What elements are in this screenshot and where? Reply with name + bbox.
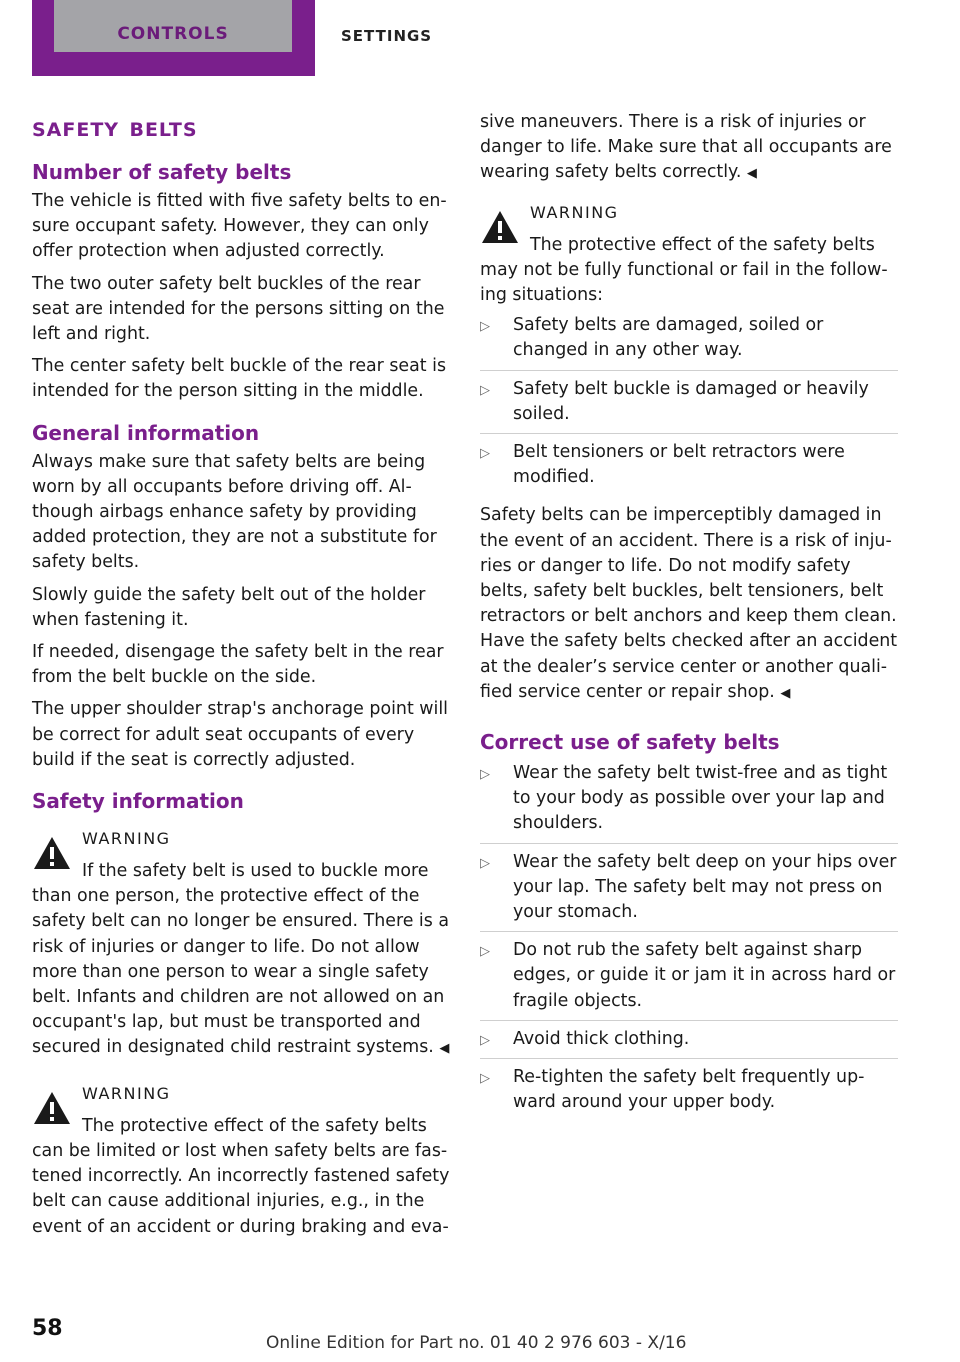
paragraph: Slowly guide the safety belt out of the holder when fastening it.: [32, 584, 426, 630]
list-item: [480, 312, 898, 369]
bullet-icon: ▷: [480, 446, 490, 462]
page-number: 58: [32, 1316, 63, 1341]
warning-triangle-icon: [32, 835, 72, 871]
tab-settings[interactable]: SETTINGS: [341, 27, 433, 45]
warning-text: [32, 859, 450, 1062]
warning-block: [480, 201, 898, 309]
list-item-text: Safety belts are damaged, soiled or changed in any other way.: [513, 315, 824, 361]
list-item: [480, 760, 898, 843]
bullet-icon: ▷: [480, 855, 490, 871]
list-item-text: Wear the safety belt deep on your hips over your lap. The safety belt may not press on your stomach.: [513, 851, 897, 923]
section-heading-safety: Safety information: [32, 789, 244, 814]
paragraph-text: Safety belts can be imperceptibly damaged in the event of an accident. There is a risk of inju‐ries or danger to life. Do not modify safety belts, safety belt buckles, belt tensioners, belt retractors or belt anchors and keep them clean. Have the safety belts checked after an accident at the dealer’s service center or another quali‐fied service center or repair shop.: [480, 505, 898, 702]
bullet-icon: ▷: [480, 1071, 490, 1087]
warning-situations-list: [480, 312, 898, 496]
list-item: [480, 1058, 898, 1121]
section-heading-general: General information: [32, 420, 260, 445]
bullet-icon: ▷: [480, 319, 490, 335]
end-mark: ◀: [746, 166, 757, 182]
warning-block: [32, 827, 450, 1062]
list-item: [480, 843, 898, 932]
list-item-text: Safety belt buckle is damaged or heavily soiled.: [513, 378, 869, 424]
paragraph: The center safety belt buckle of the rear seat is intended for the person sitting in the middle.: [32, 356, 447, 402]
end-mark: ◀: [439, 1041, 450, 1057]
header-tabs: [0, 0, 960, 78]
list-item: [480, 1020, 898, 1058]
warning-title: WARNING: [530, 202, 619, 222]
left-column: [32, 108, 450, 1240]
end-mark: ◀: [780, 685, 791, 701]
warning-first-line: If the safety belt is used to buckle more: [82, 861, 429, 882]
warning-title: WARNING: [82, 1083, 171, 1103]
list-item: [480, 433, 898, 496]
list-item: [480, 370, 898, 433]
paragraph: Always make sure that safety belts are being worn by all occupants before driving off. Al‐though airbags enhance safety by providing added protection, they are not a substitute for safety belts.: [32, 451, 437, 573]
warning-block: [32, 1082, 450, 1240]
warning-continued: [480, 110, 898, 187]
list-item-text: Do not rub the safety belt against sharp edges, or guide it or jam it in across hard or fragile objects.: [513, 940, 896, 1011]
list-item-text: Belt tensioners or belt retractors were modified.: [513, 442, 845, 488]
bullet-icon: ▷: [480, 1032, 490, 1048]
warning-rest: can be limited or lost when safety belts are fas‐tened incorrectly. An incorrectly fastened safety belt can cause additional injuries, e.g., in the event of an accident or during braking and eva‐: [32, 1140, 450, 1237]
page-title: safety belts: [32, 112, 198, 143]
warning-triangle-icon: [32, 1090, 72, 1126]
paragraph: If needed, disengage the safety belt in the rear from the belt buckle on the side.: [32, 642, 444, 688]
bullet-icon: ▷: [480, 382, 490, 398]
paragraph: The two outer safety belt buckles of the rear seat are intended for the persons sitting on the left and right.: [32, 273, 445, 345]
correct-use-list: [480, 760, 898, 1121]
footer-edition: Online Edition for Part no. 01 40 2 976 603 - X/16: [266, 1333, 687, 1353]
section-heading-correct-use: Correct use of safety belts: [480, 730, 780, 755]
bullet-icon: ▷: [480, 944, 490, 960]
list-item-text: Wear the safety belt twist-free and as tight to your body as possible over your lap and shoulders.: [513, 763, 888, 834]
paragraph: [480, 503, 898, 706]
warning-title: WARNING: [82, 829, 171, 849]
right-column: [480, 110, 898, 1129]
bullet-icon: ▷: [480, 767, 490, 783]
paragraph: The vehicle is fitted with five safety belts to en‐sure occupant safety. However, they can only offer protection when adjusted correctly.: [32, 191, 447, 262]
paragraph: The upper shoulder strap's anchorage point will be correct for adult seat occupants of every build if the seat is correctly adjusted.: [32, 699, 449, 770]
tab-controls-label: CONTROLS: [54, 0, 292, 52]
warning-continued-text: sive maneuvers. There is a risk of injuries or danger to life. Make sure that all occupants are wearing safety belts correctly.: [480, 112, 892, 183]
list-item-text: Avoid thick clothing.: [513, 1028, 690, 1049]
warning-first-line: The protective effect of the safety belts: [530, 234, 875, 255]
tab-controls[interactable]: [32, 0, 315, 76]
list-item-text: Re-tighten the safety belt frequently up‐ward around your upper body.: [513, 1067, 865, 1113]
warning-text: [32, 1114, 450, 1240]
warning-triangle-icon: [480, 209, 520, 245]
warning-rest: may not be fully functional or fail in the follow‐ing situations:: [480, 259, 888, 306]
section-heading-number: Number of safety belts: [32, 160, 292, 184]
list-item: [480, 931, 898, 1020]
warning-first-line: The protective effect of the safety belts: [82, 1115, 427, 1136]
warning-text: [480, 233, 898, 309]
warning-rest: than one person, the protective effect of the safety belt can no longer be ensured. There is a risk of injuries or danger to life. Do not allow more than one person to wear a single safety belt. Infants and children are not allowed on an occupant's lap, but must be transported and secured in designated child restraint systems.: [32, 886, 450, 1058]
